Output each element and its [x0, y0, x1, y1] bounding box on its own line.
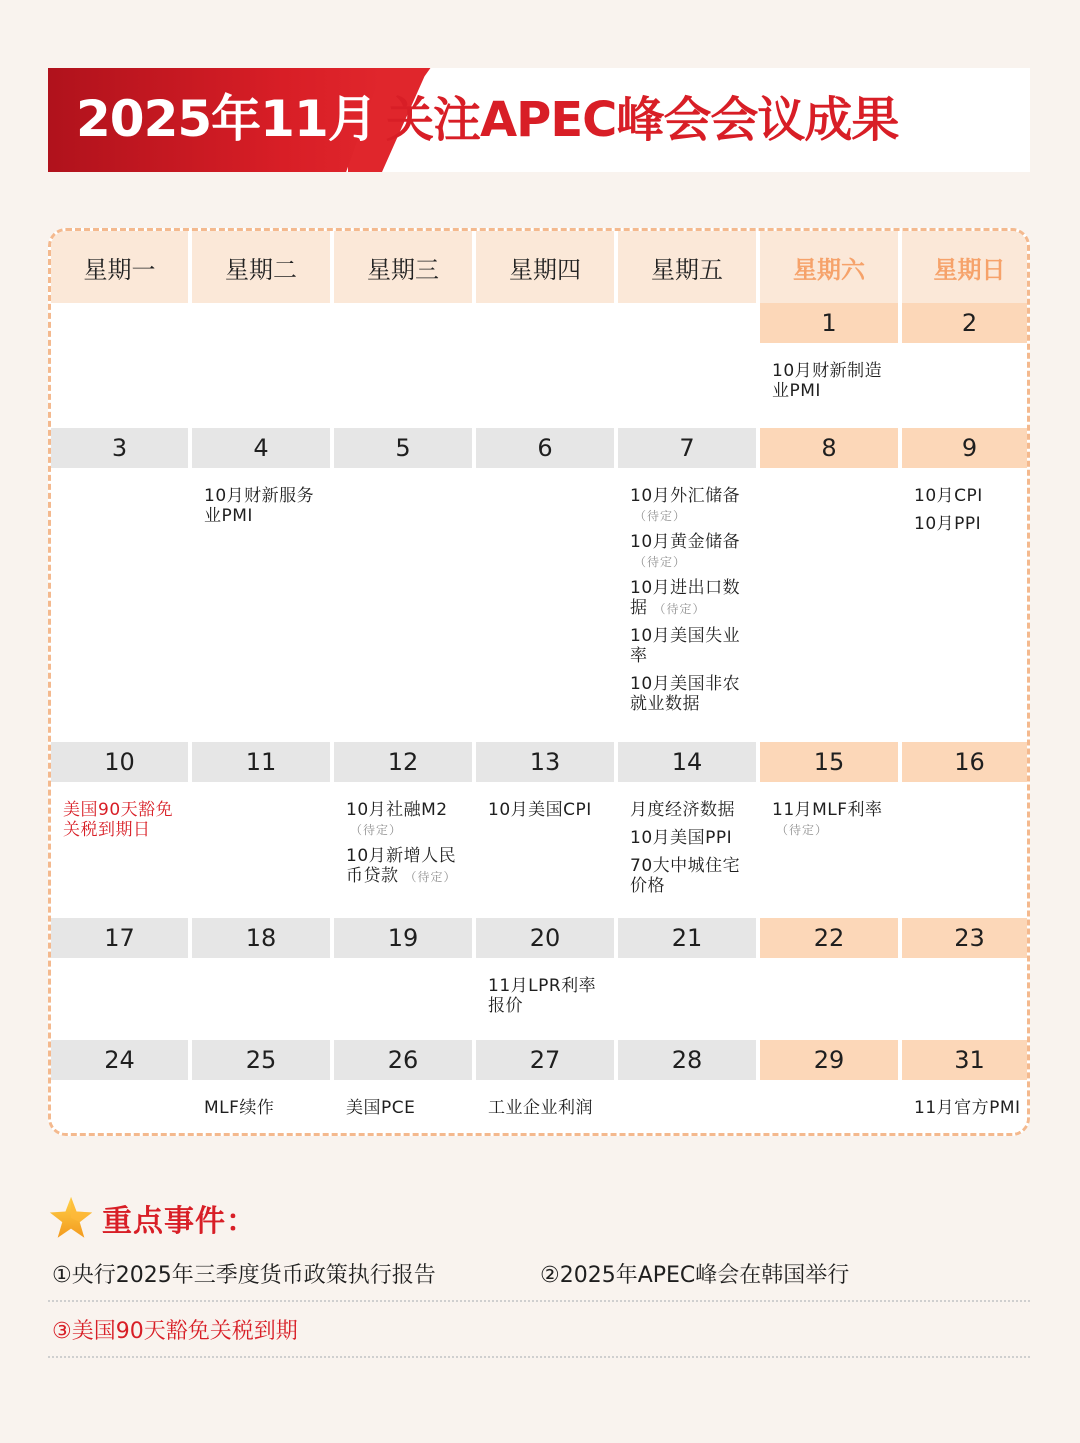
weekday-header: 星期日: [902, 231, 1030, 303]
day-events: [618, 468, 756, 714]
day-number: 7: [618, 428, 756, 468]
day-number: 14: [618, 742, 756, 782]
event-text: 10月财新制造业PMI: [772, 361, 883, 401]
event-text: 10月CPI: [914, 486, 983, 506]
event-text: 11月MLF利率: [772, 800, 883, 820]
day-cell: [760, 428, 898, 739]
day-cell: [51, 1040, 188, 1133]
event-note: （待定）: [634, 509, 687, 523]
calendar-event: [914, 1098, 1029, 1118]
day-cell: [334, 918, 472, 1037]
day-number: 18: [192, 918, 330, 958]
event-text: 10月PPI: [914, 514, 982, 534]
calendar-event: [630, 578, 748, 618]
day-cell: [334, 1040, 472, 1133]
calendar-grid: [51, 231, 1027, 1133]
key-event-item: ①央行2025年三季度货币政策执行报告: [52, 1262, 436, 1288]
empty-day-cell: [476, 303, 614, 425]
calendar-event: [488, 1098, 606, 1118]
key-events-row-1: [48, 1246, 1030, 1302]
day-events: [902, 343, 1030, 361]
day-cell: [192, 428, 330, 739]
empty-day-cell: [51, 303, 188, 425]
event-text: 11月LPR利率报价: [488, 976, 597, 1016]
calendar-event: [772, 800, 890, 838]
event-note: （待定）: [350, 823, 403, 837]
event-note: （待定）: [776, 823, 829, 837]
event-text: 工业企业利润: [488, 1098, 593, 1118]
day-events: [760, 1080, 898, 1098]
day-events: [192, 958, 330, 976]
day-number: 5: [334, 428, 472, 468]
day-cell: [334, 742, 472, 915]
header-date: 2025年11月: [76, 90, 377, 148]
page-title: 关注APEC峰会会议成果: [386, 92, 899, 148]
empty-day-cell: [192, 303, 330, 425]
day-events: [334, 958, 472, 976]
day-events: [760, 782, 898, 838]
day-events: [334, 468, 472, 486]
day-events: [476, 958, 614, 1016]
calendar-event: [630, 486, 748, 524]
day-number: 31: [902, 1040, 1030, 1080]
day-number: 2: [902, 303, 1030, 343]
event-text: 10月外汇储备: [630, 486, 741, 506]
day-cell: [618, 742, 756, 915]
day-number: 9: [902, 428, 1030, 468]
day-cell: [51, 428, 188, 739]
calendar-event: [63, 800, 180, 840]
day-events: [476, 1080, 614, 1118]
calendar-event: [346, 800, 464, 838]
calendar-event: [346, 1098, 464, 1118]
day-events: [51, 1080, 188, 1098]
calendar-event: [488, 976, 606, 1016]
event-text: 10月黄金储备: [630, 532, 741, 552]
day-events: [902, 468, 1030, 534]
event-text: 10月美国PPI: [630, 828, 733, 848]
event-note: （待定）: [634, 555, 687, 569]
day-events: [192, 782, 330, 800]
day-number: 23: [902, 918, 1030, 958]
event-text: 10月进出口数据: [630, 578, 741, 618]
day-events: [902, 782, 1030, 800]
event-text: 10月社融M2: [346, 800, 448, 820]
event-text: 10月美国CPI: [488, 800, 592, 820]
key-event-item: ②2025年APEC峰会在韩国举行: [540, 1262, 850, 1288]
event-note: （待定）: [653, 602, 706, 616]
day-events: [760, 468, 898, 486]
calendar: [48, 228, 1030, 1136]
weekday-header: 星期一: [51, 231, 188, 303]
day-events: [192, 1080, 330, 1118]
day-cell: [192, 918, 330, 1037]
day-number: 22: [760, 918, 898, 958]
day-number: 24: [51, 1040, 188, 1080]
day-cell: [192, 1040, 330, 1133]
weekday-header: 星期五: [618, 231, 756, 303]
calendar-event: [630, 532, 748, 570]
day-number: 8: [760, 428, 898, 468]
day-cell: [902, 428, 1030, 739]
day-events: [476, 782, 614, 820]
calendar-event: [488, 800, 606, 820]
day-number: 16: [902, 742, 1030, 782]
event-text: 10月财新服务业PMI: [204, 486, 315, 526]
day-number: 25: [192, 1040, 330, 1080]
day-number: 21: [618, 918, 756, 958]
day-number: 19: [334, 918, 472, 958]
day-number: 6: [476, 428, 614, 468]
calendar-event: [630, 800, 748, 820]
calendar-event: [630, 856, 748, 896]
empty-day-cell: [334, 303, 472, 425]
day-events: [51, 782, 188, 840]
calendar-event: [204, 486, 322, 526]
day-number: 28: [618, 1040, 756, 1080]
event-text: 10月美国非农就业数据: [630, 674, 741, 714]
event-note: （待定）: [404, 870, 457, 884]
day-events: [192, 468, 330, 526]
event-text: 70大中城住宅价格: [630, 856, 741, 896]
day-events: [902, 1080, 1030, 1118]
weekday-header: 星期二: [192, 231, 330, 303]
day-number: 3: [51, 428, 188, 468]
event-text: 10月新增人民币贷款: [346, 846, 457, 886]
day-cell: [760, 742, 898, 915]
day-cell: [618, 428, 756, 739]
day-events: [476, 468, 614, 486]
day-cell: [192, 742, 330, 915]
key-events-row-2: [48, 1302, 1030, 1358]
day-number: 11: [192, 742, 330, 782]
empty-day-cell: [618, 303, 756, 425]
day-cell: [760, 918, 898, 1037]
day-events: [334, 782, 472, 886]
day-cell: [902, 918, 1030, 1037]
day-cell: [902, 1040, 1030, 1133]
day-events: [902, 958, 1030, 976]
header-banner: [48, 68, 1030, 172]
day-cell: [618, 918, 756, 1037]
day-number: 29: [760, 1040, 898, 1080]
day-number: 12: [334, 742, 472, 782]
key-events-header: [48, 1190, 1030, 1246]
calendar-event: [914, 514, 1029, 534]
day-events: [51, 468, 188, 486]
day-events: [618, 782, 756, 896]
day-cell: [51, 918, 188, 1037]
weekday-header: 星期四: [476, 231, 614, 303]
weekday-header: 星期六: [760, 231, 898, 303]
day-number: 10: [51, 742, 188, 782]
day-cell: [334, 428, 472, 739]
day-cell: [618, 1040, 756, 1133]
calendar-event: [204, 1098, 322, 1118]
day-events: [618, 958, 756, 976]
event-text: 美国PCE: [346, 1098, 416, 1118]
day-events: [51, 958, 188, 976]
calendar-event: [630, 626, 748, 666]
calendar-event: [630, 828, 748, 848]
day-cell: [476, 1040, 614, 1133]
event-text: 10月美国失业率: [630, 626, 741, 666]
day-number: 1: [760, 303, 898, 343]
event-text: 月度经济数据: [630, 800, 735, 820]
calendar-event: [630, 674, 748, 714]
day-events: [618, 1080, 756, 1098]
day-number: 27: [476, 1040, 614, 1080]
key-event-item: ③美国90天豁免关税到期: [52, 1318, 298, 1344]
day-events: [760, 958, 898, 976]
day-number: 13: [476, 742, 614, 782]
day-number: 15: [760, 742, 898, 782]
weekday-header: 星期三: [334, 231, 472, 303]
event-text: MLF续作: [204, 1098, 275, 1118]
day-number: 26: [334, 1040, 472, 1080]
day-cell: [51, 742, 188, 915]
day-cell: [760, 303, 898, 425]
key-events-title: 重点事件：: [102, 1204, 257, 1239]
day-number: 17: [51, 918, 188, 958]
day-number: 4: [192, 428, 330, 468]
day-cell: [476, 742, 614, 915]
day-cell: [902, 303, 1030, 425]
key-events-section: [48, 1190, 1030, 1358]
day-events: [334, 1080, 472, 1118]
calendar-event: [914, 486, 1029, 506]
day-cell: [476, 428, 614, 739]
day-cell: [760, 1040, 898, 1133]
calendar-event: [346, 846, 464, 886]
day-cell: [476, 918, 614, 1037]
calendar-event: [772, 361, 890, 401]
event-text: 11月官方PMI: [914, 1098, 1021, 1118]
star-icon: [48, 1195, 94, 1241]
event-text: 美国90天豁免关税到期日: [63, 800, 174, 840]
day-events: [760, 343, 898, 401]
day-number: 20: [476, 918, 614, 958]
day-cell: [902, 742, 1030, 915]
